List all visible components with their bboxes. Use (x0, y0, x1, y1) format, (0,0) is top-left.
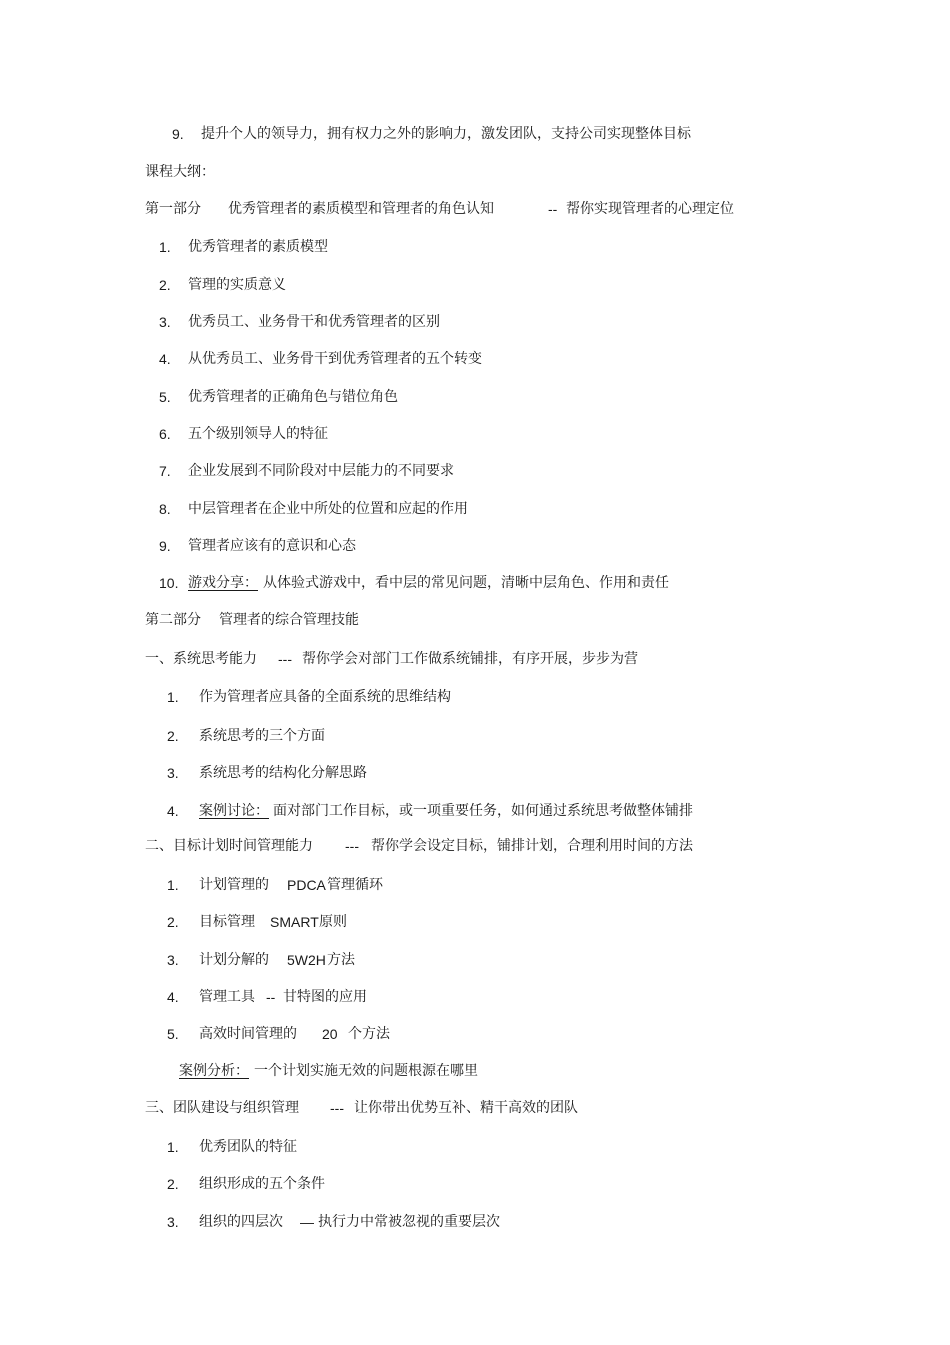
list-number: 7. (159, 463, 171, 479)
part-label: 第一部分 (145, 201, 201, 217)
list-number: 3. (167, 1214, 179, 1230)
list-item-text: 高效时间管理的 (199, 1026, 297, 1042)
list-number: 5. (167, 1026, 179, 1042)
part-subtitle: 帮你实现管理者的心理定位 (566, 201, 734, 217)
list-item-text: 管理的实质意义 (188, 277, 286, 293)
list-item-text: 计划管理的 (199, 877, 269, 893)
dash-separator: — (300, 1214, 314, 1230)
list-number: 3. (167, 765, 179, 781)
section-subtitle: 帮你学会设定目标，铺排计划，合理利用时间的方法 (371, 838, 693, 854)
section-title: 三、团队建设与组织管理 (145, 1100, 299, 1116)
game-share-label: 游戏分享： (188, 575, 258, 591)
list-item-text: 甘特图的应用 (283, 989, 367, 1005)
list-item-latin: PDCA (287, 877, 326, 893)
dash-separator: --- (278, 651, 292, 667)
list-number: 1. (167, 877, 179, 893)
list-number: 4. (167, 989, 179, 1005)
list-item-text: 中层管理者在企业中所处的位置和应起的作用 (188, 501, 468, 517)
list-number: 5. (159, 389, 171, 405)
dash-separator: --- (345, 838, 359, 854)
list-item-text: 系统思考的三个方面 (199, 728, 325, 744)
list-item-text: 方法 (327, 952, 355, 968)
list-item-text: 一个计划实施无效的问题根源在哪里 (254, 1063, 478, 1079)
list-item-text: 优秀团队的特征 (199, 1139, 297, 1155)
section-subtitle: 让你带出优势互补、精干高效的团队 (354, 1100, 578, 1116)
list-item-text: 优秀管理者的素质模型 (188, 239, 328, 255)
list-number: 1. (167, 689, 179, 705)
list-item-latin: -- (266, 989, 276, 1005)
list-item-text: 计划分解的 (199, 952, 269, 968)
part-title: 管理者的综合管理技能 (219, 612, 359, 628)
list-item-latin: 5W2H (287, 952, 326, 968)
case-discussion-label: 案例讨论： (199, 803, 269, 819)
list-number: 10. (159, 575, 179, 591)
section-subtitle: 帮你学会对部门工作做系统铺排，有序开展，步步为营 (302, 651, 638, 667)
part-label: 第二部分 (145, 612, 201, 628)
list-number: 2. (167, 1176, 179, 1192)
list-item-text: 优秀管理者的正确角色与错位角色 (188, 389, 398, 405)
list-number: 2. (167, 914, 179, 930)
case-analysis-label: 案例分析： (179, 1063, 249, 1079)
list-item-text: 优秀员工、业务骨干和优秀管理者的区别 (188, 314, 440, 330)
list-item-text: 管理工具 (199, 989, 255, 1005)
list-item-text: 面对部门工作目标，或一项重要任务，如何通过系统思考做整体铺排 (273, 803, 693, 819)
list-item-text: 组织的四层次 (199, 1214, 283, 1230)
section-title: 一、系统思考能力 (145, 651, 257, 667)
list-item-text: 提升个人的领导力，拥有权力之外的影响力，激发团队，支持公司实现整体目标 (201, 126, 691, 142)
list-item-latin: SMART (270, 914, 319, 930)
list-number: 1. (159, 239, 171, 255)
list-item-text: 管理者应该有的意识和心态 (188, 538, 356, 554)
list-item-text: 个方法 (348, 1026, 390, 1042)
part-title: 优秀管理者的素质模型和管理者的角色认知 (228, 201, 494, 217)
list-item-text: 管理循环 (327, 877, 383, 893)
list-item-latin: 20 (322, 1026, 338, 1042)
list-number: 2. (167, 728, 179, 744)
list-number: 4. (167, 803, 179, 819)
list-number: 9. (159, 538, 171, 554)
list-item-text: 执行力中常被忽视的重要层次 (318, 1214, 500, 1230)
section-title: 二、目标计划时间管理能力 (145, 838, 313, 854)
list-number: 4. (159, 351, 171, 367)
list-number: 2. (159, 277, 171, 293)
list-number: 8. (159, 501, 171, 517)
list-item-text: 原则 (319, 914, 347, 930)
dash-separator: -- (548, 201, 558, 217)
list-number: 6. (159, 426, 171, 442)
list-item-text: 目标管理 (199, 914, 255, 930)
list-number: 9. (172, 126, 184, 142)
list-item-text: 系统思考的结构化分解思路 (199, 765, 367, 781)
dash-separator: --- (330, 1100, 344, 1116)
list-item-text: 五个级别领导人的特征 (188, 426, 328, 442)
list-item-text: 组织形成的五个条件 (199, 1176, 325, 1192)
outline-heading: 课程大纲： (145, 164, 215, 180)
list-number: 3. (167, 952, 179, 968)
list-item-text: 从优秀员工、业务骨干到优秀管理者的五个转变 (188, 351, 482, 367)
list-item-text: 作为管理者应具备的全面系统的思维结构 (199, 689, 451, 705)
list-item-text: 从体验式游戏中，看中层的常见问题，清晰中层角色、作用和责任 (263, 575, 669, 591)
list-item-text: 企业发展到不同阶段对中层能力的不同要求 (188, 463, 454, 479)
list-number: 3. (159, 314, 171, 330)
list-number: 1. (167, 1139, 179, 1155)
